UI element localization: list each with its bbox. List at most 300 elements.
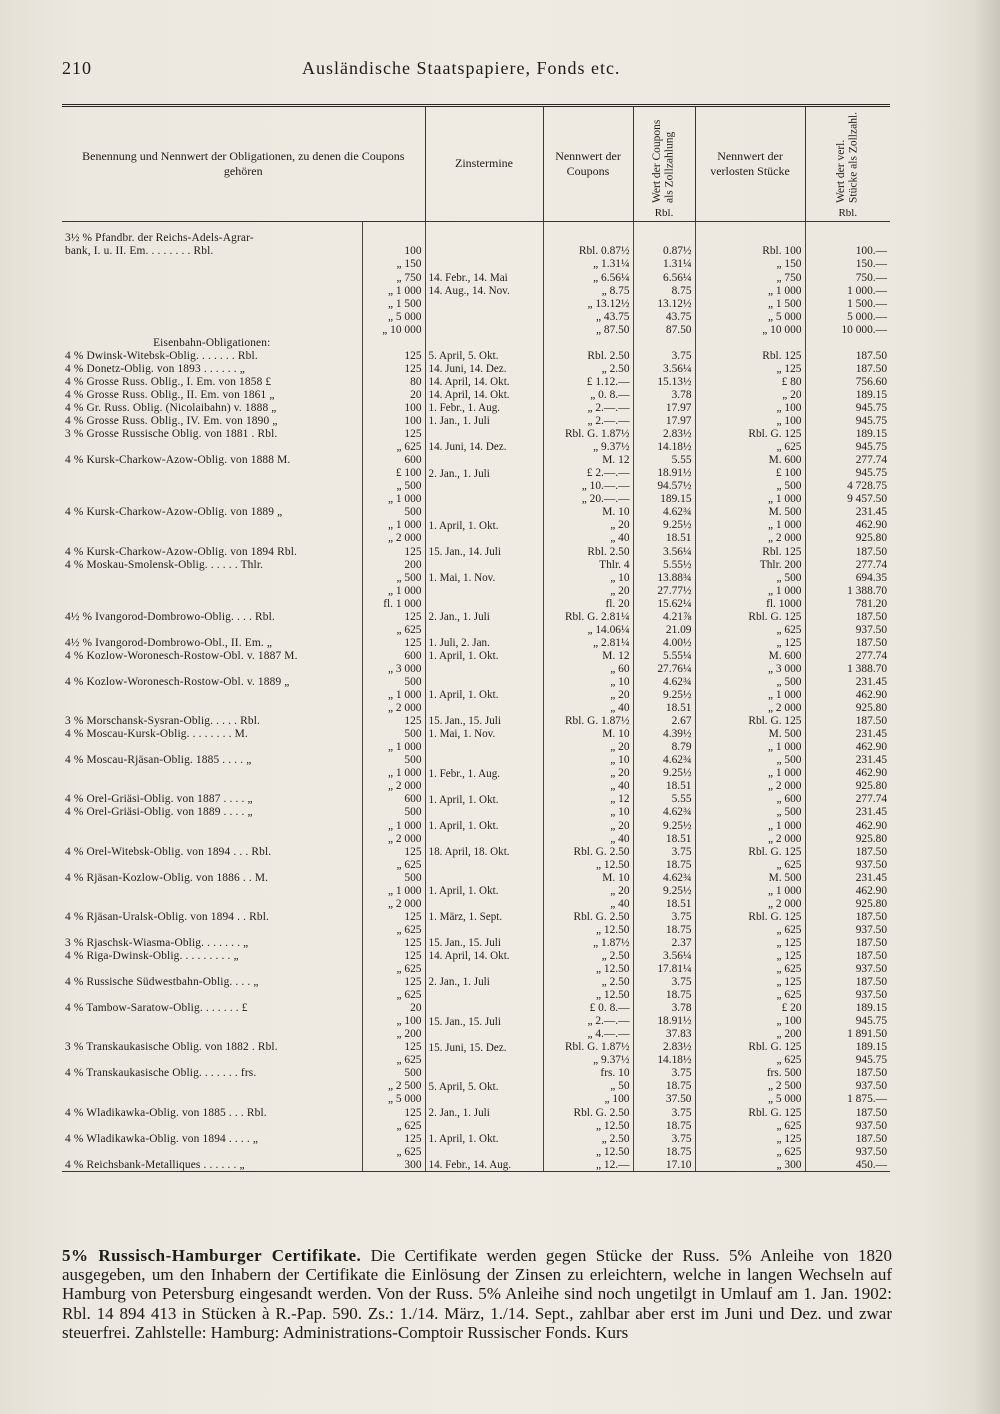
cell-benennung — [62, 441, 362, 454]
cell-stuecke-wert: 462.90 — [805, 688, 890, 701]
cell-coupon-nennwert: „ 12 — [543, 793, 633, 806]
cell-benennung: 4 % Rjäsan-Kozlow-Oblig. von 1886 . . M. — [65, 871, 269, 884]
cell-coupon-nennwert: „ 9.37½ — [543, 441, 633, 454]
cell-stuecke-nennwert: „ 625 — [695, 441, 805, 454]
cell-stuecke-nennwert: „ 2 000 — [695, 832, 805, 845]
cell-stuecke-nennwert: „ 625 — [695, 858, 805, 871]
header-zinstermine — [425, 106, 543, 222]
table-row — [62, 558, 890, 571]
cell-coupon-nennwert: „ 1.87½ — [543, 936, 633, 949]
cell-stuecke-nennwert: „ 10 000 — [695, 323, 805, 336]
cell-stuecke-nennwert: „ 625 — [695, 1145, 805, 1158]
table-row — [62, 506, 890, 519]
cell-stuecke-nennwert: „ 2 000 — [695, 701, 805, 714]
cell-benennung: 3 % Morschansk-Sysran-Oblig. . . . . Rbl. — [65, 715, 261, 728]
table-row — [62, 388, 890, 401]
cell-stuecke-wert: 937.50 — [805, 962, 890, 975]
cell-zinstermine: 14. April, 14. Okt. — [425, 949, 543, 962]
cell-stuecke-wert: 462.90 — [805, 741, 890, 754]
cell-zinstermine: 14. Juni, 14. Dez. — [425, 362, 543, 375]
cell-coupon-wert: 17.97 — [633, 401, 695, 414]
cell-nennwert: „ 500 — [362, 480, 425, 493]
cell-stuecke-nennwert: £ 80 — [695, 375, 805, 388]
cell-benennung: 4 % Dwinsk-Witebsk-Oblig. . . . . . . Rbl. — [65, 349, 258, 362]
table-row — [62, 675, 890, 688]
cell-benennung — [62, 467, 362, 480]
cell-stuecke-nennwert: „ 625 — [695, 1119, 805, 1132]
cell-benennung: Eisenbahn-Obligationen: — [153, 336, 271, 349]
cell-stuecke-wert: 187.50 — [805, 1067, 890, 1080]
cell-nennwert: „ 625 — [362, 1145, 425, 1158]
cell-benennung — [62, 519, 362, 532]
cell-zinstermine: 1. Jan., 1. Juli — [425, 414, 543, 427]
cell-coupon-nennwert: „ 20 — [543, 584, 633, 597]
table-row — [62, 467, 890, 480]
cell-stuecke-wert: 5 000.— — [805, 310, 890, 323]
header-wert-coupons — [633, 106, 695, 222]
cell-benennung: 3 % Rjaschsk-Wiasma-Oblig. . . . . . . „ — [65, 936, 249, 949]
cell-benennung — [62, 284, 362, 297]
cell-nennwert: fl. 1 000 — [362, 597, 425, 610]
cell-coupon-wert: 5.55 — [633, 454, 695, 467]
cell-stuecke-nennwert: „ 625 — [695, 623, 805, 636]
table-row — [62, 688, 890, 701]
cell-coupon-wert: 3.75 — [633, 975, 695, 988]
cell-stuecke-wert: 231.45 — [805, 506, 890, 519]
table-row — [62, 910, 890, 923]
cell-zinstermine: 15. Juni, 15. Dez. — [425, 1041, 543, 1054]
cell-stuecke-wert: 462.90 — [805, 884, 890, 897]
cell-coupon-wert: 4.62¾ — [633, 675, 695, 688]
cell-stuecke-nennwert: „ 125 — [695, 936, 805, 949]
cell-coupon-wert: 9.25½ — [633, 819, 695, 832]
cell-stuecke-wert: 231.45 — [805, 675, 890, 688]
cell-nennwert: „ 625 — [362, 441, 425, 454]
cell-nennwert: 600 — [362, 793, 425, 806]
cell-coupon-wert: 21.09 — [633, 623, 695, 636]
cell-coupon-wert: 18.75 — [633, 923, 695, 936]
cell-zinstermine — [425, 832, 543, 845]
cell-coupon-wert: 2.37 — [633, 936, 695, 949]
cell-stuecke-wert: 925.80 — [805, 897, 890, 910]
cell-zinstermine — [425, 923, 543, 936]
cell-zinstermine: 14. April, 14. Okt. — [425, 375, 543, 388]
cell-stuecke-wert: 187.50 — [805, 349, 890, 362]
cell-zinstermine — [425, 558, 543, 571]
cell-stuecke-wert: 187.50 — [805, 1132, 890, 1145]
cell-coupon-nennwert: „ 1.31¼ — [543, 258, 633, 271]
cell-benennung — [62, 819, 362, 832]
cell-coupon-wert: 9.25½ — [633, 884, 695, 897]
cell-coupon-nennwert: „ 12.50 — [543, 1145, 633, 1158]
cell-stuecke-wert: 187.50 — [805, 714, 890, 727]
cell-coupon-wert: 27.76¼ — [633, 662, 695, 675]
cell-coupon-nennwert: „ 20 — [543, 884, 633, 897]
table-row — [62, 297, 890, 310]
cell-nennwert: 500 — [362, 728, 425, 741]
table-row — [62, 258, 890, 271]
table-row — [62, 1054, 890, 1067]
cell-coupon-wert: 18.51 — [633, 897, 695, 910]
cell-stuecke-nennwert: „ 625 — [695, 988, 805, 1001]
cell-stuecke-nennwert: „ 1 000 — [695, 493, 805, 506]
cell-stuecke-wert: 945.75 — [805, 1054, 890, 1067]
cell-coupon-nennwert: Rbl. G. 1.87½ — [543, 427, 633, 440]
cell-zinstermine: 1. April, 1. Okt. — [425, 519, 543, 532]
cell-coupon-wert: 9.25½ — [633, 519, 695, 532]
cell-stuecke-wert: 1 500.— — [805, 297, 890, 310]
cell-zinstermine — [425, 675, 543, 688]
cell-coupon-wert: 4.39½ — [633, 728, 695, 741]
cell-stuecke-nennwert: „ 2 500 — [695, 1080, 805, 1093]
cell-stuecke-wert: 937.50 — [805, 988, 890, 1001]
cell-stuecke-nennwert: frs. 500 — [695, 1067, 805, 1080]
cell-coupon-nennwert: „ 40 — [543, 780, 633, 793]
cell-coupon-wert — [633, 336, 695, 349]
table-row — [62, 1145, 890, 1158]
cell-stuecke-nennwert: „ 5 000 — [695, 310, 805, 323]
cell-coupon-wert: 0.87½ — [633, 245, 695, 258]
cell-benennung — [62, 323, 362, 336]
cell-stuecke-nennwert: „ 100 — [695, 401, 805, 414]
cell-coupon-nennwert: „ 2.50 — [543, 975, 633, 988]
cell-zinstermine — [425, 1119, 543, 1132]
cell-stuecke-nennwert: „ 20 — [695, 388, 805, 401]
cell-coupon-wert: 3.75 — [633, 910, 695, 923]
cell-benennung — [62, 258, 362, 271]
cell-coupon-nennwert: „ 40 — [543, 832, 633, 845]
cell-nennwert: „ 1 000 — [362, 284, 425, 297]
cell-coupon-wert: 3.56¼ — [633, 362, 695, 375]
cell-coupon-wert: 18.51 — [633, 780, 695, 793]
cell-coupon-nennwert: „ 40 — [543, 897, 633, 910]
cell-benennung — [62, 767, 362, 780]
cell-benennung — [62, 480, 362, 493]
cell-coupon-nennwert — [543, 336, 633, 349]
cell-stuecke-nennwert: „ 1 000 — [695, 819, 805, 832]
cell-stuecke-wert: 1 891.50 — [805, 1028, 890, 1041]
cell-nennwert: „ 1 000 — [362, 819, 425, 832]
cell-zinstermine — [425, 1028, 543, 1041]
cell-nennwert: „ 5 000 — [362, 310, 425, 323]
coupon-table — [62, 104, 890, 1172]
cell-coupon-nennwert: „ 60 — [543, 662, 633, 675]
cell-nennwert: „ 2 000 — [362, 897, 425, 910]
cell-stuecke-wert: 187.50 — [805, 845, 890, 858]
running-title: Ausländische Staatspapiere, Fonds etc. — [302, 58, 621, 78]
table-row — [62, 414, 890, 427]
table-row — [62, 858, 890, 871]
cell-coupon-nennwert: „ 0. 8.— — [543, 388, 633, 401]
cell-nennwert: 125 — [362, 845, 425, 858]
table-row — [62, 1028, 890, 1041]
cell-benennung: 4 % Donetz-Oblig. von 1893 . . . . . . „ — [65, 362, 245, 375]
cell-coupon-wert: 18.75 — [633, 858, 695, 871]
table-row — [62, 988, 890, 1001]
header-wert-stuecke-label: Wert der verl. Stücke als Zollzahl. — [835, 111, 860, 203]
cell-stuecke-wert: 937.50 — [805, 1080, 890, 1093]
table-row — [62, 1119, 890, 1132]
cell-zinstermine: 1. Mai, 1. Nov. — [425, 571, 543, 584]
cell-stuecke-wert: 945.75 — [805, 441, 890, 454]
cell-stuecke-nennwert: „ 1 000 — [695, 519, 805, 532]
cell-zinstermine: 14. Juni, 14. Dez. — [425, 441, 543, 454]
cell-stuecke-wert: 937.50 — [805, 1145, 890, 1158]
cell-stuecke-nennwert: Rbl. 125 — [695, 545, 805, 558]
table-row — [62, 349, 890, 362]
cell-stuecke-wert: 1 000.— — [805, 284, 890, 297]
cell-coupon-wert: 8.75 — [633, 284, 695, 297]
cell-zinstermine: 15. Jan., 15. Juli — [425, 1015, 543, 1028]
cell-benennung: 4 % Orel-Griäsi-Oblig. von 1889 . . . . „ — [65, 806, 253, 819]
cell-coupon-wert: 4.62¾ — [633, 754, 695, 767]
cell-coupon-wert: 37.83 — [633, 1028, 695, 1041]
cell-zinstermine: 5. April, 5. Okt. — [425, 1080, 543, 1093]
cell-nennwert: „ 1 000 — [362, 767, 425, 780]
cell-stuecke-wert: 189.15 — [805, 1041, 890, 1054]
cell-benennung — [62, 623, 362, 636]
cell-benennung: 4 % Grosse Russ. Oblig., I. Em. von 1858 £ — [65, 375, 272, 388]
cell-zinstermine: 2. Jan., 1. Juli — [425, 975, 543, 988]
cell-nennwert: 125 — [362, 1106, 425, 1119]
cell-benennung — [62, 532, 362, 545]
cell-coupon-nennwert: „ 6.56¼ — [543, 271, 633, 284]
table-header-row — [62, 106, 890, 222]
cell-nennwert: 20 — [362, 388, 425, 401]
cell-coupon-nennwert: Rbl. G. 2.81¼ — [543, 610, 633, 623]
cell-stuecke-wert: 187.50 — [805, 1106, 890, 1119]
cell-stuecke-nennwert: „ 125 — [695, 636, 805, 649]
cell-stuecke-nennwert: „ 625 — [695, 923, 805, 936]
cell-stuecke-wert: 187.50 — [805, 610, 890, 623]
table-row — [62, 441, 890, 454]
cell-coupon-wert: 18.91½ — [633, 467, 695, 480]
cell-coupon-wert: 2.83½ — [633, 1041, 695, 1054]
cell-coupon-wert: 4.00½ — [633, 636, 695, 649]
cell-coupon-wert: 4.62¾ — [633, 871, 695, 884]
cell-nennwert: £ 100 — [362, 467, 425, 480]
cell-stuecke-nennwert: „ 500 — [695, 571, 805, 584]
cell-stuecke-wert: 187.50 — [805, 545, 890, 558]
table-row — [62, 545, 890, 558]
cell-benennung: 4 % Moscau-Rjäsan-Oblig. 1885 . . . . „ — [65, 754, 252, 767]
header-name — [62, 106, 425, 222]
cell-coupon-nennwert: M. 10 — [543, 506, 633, 519]
table-row — [62, 323, 890, 336]
cell-zinstermine — [425, 806, 543, 819]
cell-nennwert: „ 2 000 — [362, 832, 425, 845]
cell-stuecke-wert: 189.15 — [805, 1002, 890, 1015]
cell-stuecke-nennwert: Rbl. G. 125 — [695, 714, 805, 727]
cell-nennwert — [362, 336, 425, 349]
cell-benennung — [62, 1145, 362, 1158]
cell-zinstermine — [425, 506, 543, 519]
header-nennwert-coupons-label: Nennwert der Coupons — [555, 148, 621, 178]
cell-coupon-wert: 18.75 — [633, 1119, 695, 1132]
cell-stuecke-nennwert: „ 3 000 — [695, 662, 805, 675]
cell-benennung: bank, I. u. II. Em. . . . . . . . Rbl. — [65, 245, 214, 258]
cell-nennwert: 125 — [362, 610, 425, 623]
table-row — [62, 767, 890, 780]
cell-coupon-wert: 1.31¼ — [633, 258, 695, 271]
cell-stuecke-wert: 187.50 — [805, 949, 890, 962]
cell-nennwert: 500 — [362, 1067, 425, 1080]
page-edge-shadow — [974, 0, 1000, 1414]
cell-stuecke-nennwert: Rbl. G. 125 — [695, 910, 805, 923]
cell-benennung: 4 % Grosse Russ. Oblig., II. Em. von 1861 „ — [65, 388, 275, 401]
cell-coupon-wert: 3.56¼ — [633, 949, 695, 962]
cell-stuecke-wert: 937.50 — [805, 623, 890, 636]
cell-coupon-wert: 3.75 — [633, 1067, 695, 1080]
cell-benennung — [62, 493, 362, 506]
cell-coupon-nennwert: „ 50 — [543, 1080, 633, 1093]
table-row — [62, 532, 890, 545]
cell-benennung: 4 % Russische Südwestbahn-Oblig. . . . „ — [65, 976, 259, 989]
table-row — [62, 1106, 890, 1119]
cell-stuecke-nennwert — [695, 336, 805, 349]
cell-coupon-nennwert: „ 43.75 — [543, 310, 633, 323]
cell-coupon-nennwert: £ 1.12.— — [543, 375, 633, 388]
cell-coupon-wert: 2.67 — [633, 714, 695, 727]
cell-coupon-nennwert: M. 12 — [543, 649, 633, 662]
cell-coupon-wert: 5.55½ — [633, 558, 695, 571]
table-row — [62, 271, 890, 284]
cell-coupon-nennwert: „ 40 — [543, 701, 633, 714]
table-row — [62, 1132, 890, 1145]
cell-benennung: 4 % Moskau-Smolensk-Oblig. . . . . . Thlr. — [65, 558, 264, 571]
cell-coupon-nennwert: „ 10 — [543, 754, 633, 767]
cell-benennung — [62, 858, 362, 871]
cell-zinstermine: 1. April, 1. Okt. — [425, 649, 543, 662]
cell-benennung: 4 % Tambow-Saratow-Oblig. . . . . . . £ — [65, 1002, 248, 1015]
cell-coupon-wert: 13.88¾ — [633, 571, 695, 584]
cell-nennwert: 125 — [362, 936, 425, 949]
table-row — [62, 806, 890, 819]
cell-zinstermine — [425, 1067, 543, 1080]
cell-nennwert: 200 — [362, 558, 425, 571]
cell-coupon-wert: 18.75 — [633, 988, 695, 1001]
cell-nennwert: 125 — [362, 362, 425, 375]
cell-coupon-nennwert: M. 10 — [543, 871, 633, 884]
cell-stuecke-nennwert: „ 100 — [695, 1015, 805, 1028]
cell-nennwert: 500 — [362, 871, 425, 884]
cell-coupon-nennwert: „ 8.75 — [543, 284, 633, 297]
cell-benennung: 3 % Grosse Russische Oblig. von 1881 . Rbl. — [65, 428, 278, 441]
table-row — [62, 493, 890, 506]
table-row — [62, 975, 890, 988]
cell-coupon-nennwert: „ 12.50 — [543, 988, 633, 1001]
cell-coupon-wert: 43.75 — [633, 310, 695, 323]
table-body — [62, 221, 890, 1171]
cell-stuecke-wert: 450.— — [805, 1158, 890, 1172]
cell-coupon-wert: 14.18½ — [633, 441, 695, 454]
cell-benennung — [62, 962, 362, 975]
cell-nennwert: „ 2 000 — [362, 532, 425, 545]
cell-zinstermine: 14. Febr., 14. Mai — [425, 271, 543, 284]
cell-coupon-nennwert: „ 2.50 — [543, 949, 633, 962]
cell-coupon-nennwert: „ 20.—.— — [543, 493, 633, 506]
cell-coupon-nennwert: „ 10 — [543, 806, 633, 819]
header-wert-stuecke-unit: Rbl. — [838, 207, 858, 219]
cell-zinstermine: 2. Jan., 1. Juli — [425, 610, 543, 623]
cell-coupon-nennwert: „ 9.37½ — [543, 1054, 633, 1067]
cell-coupon-nennwert: „ 12.50 — [543, 962, 633, 975]
cell-coupon-nennwert: „ 2.81¼ — [543, 636, 633, 649]
cell-coupon-nennwert: „ 10 — [543, 571, 633, 584]
cell-stuecke-nennwert: „ 150 — [695, 258, 805, 271]
cell-stuecke-wert: 187.50 — [805, 936, 890, 949]
cell-benennung — [62, 988, 362, 1001]
cell-stuecke-wert: 277.74 — [805, 454, 890, 467]
cell-stuecke-wert: 945.75 — [805, 414, 890, 427]
cell-stuecke-wert — [805, 221, 890, 245]
cell-stuecke-nennwert: Rbl. G. 125 — [695, 1106, 805, 1119]
table-row — [62, 741, 890, 754]
cell-stuecke-wert: 925.80 — [805, 532, 890, 545]
cell-stuecke-wert: 925.80 — [805, 701, 890, 714]
cell-coupon-nennwert: Rbl. G. 2.50 — [543, 910, 633, 923]
header-nennwert-coupons — [543, 106, 633, 222]
table-row — [62, 936, 890, 949]
cell-stuecke-wert: 781.20 — [805, 597, 890, 610]
cell-zinstermine: 2. Jan., 1. Juli — [425, 1106, 543, 1119]
cell-nennwert: 125 — [362, 636, 425, 649]
cell-stuecke-nennwert: M. 600 — [695, 649, 805, 662]
table-row — [62, 1015, 890, 1028]
cell-nennwert: 600 — [362, 454, 425, 467]
cell-coupon-nennwert: M. 12 — [543, 454, 633, 467]
cell-benennung — [62, 923, 362, 936]
table-row — [62, 623, 890, 636]
cell-coupon-nennwert: Rbl. G. 2.50 — [543, 845, 633, 858]
cell-coupon-wert: 15.62¼ — [633, 597, 695, 610]
cell-zinstermine: 14. April, 14. Okt. — [425, 388, 543, 401]
page-header — [62, 58, 892, 82]
cell-coupon-wert: 3.75 — [633, 1132, 695, 1145]
table-row — [62, 610, 890, 623]
header-wert-coupons-unit: Rbl. — [654, 207, 674, 219]
cell-nennwert: „ 625 — [362, 858, 425, 871]
cell-coupon-nennwert: „ 4.—.— — [543, 1028, 633, 1041]
cell-stuecke-wert: 925.80 — [805, 780, 890, 793]
cell-nennwert: 125 — [362, 1132, 425, 1145]
cell-benennung: 4½ % Ivangorod-Dombrowo-Obl., II. Em. „ — [65, 636, 273, 649]
cell-coupon-nennwert: „ 12.50 — [543, 923, 633, 936]
cell-zinstermine: 14. Aug., 14. Nov. — [425, 284, 543, 297]
cell-stuecke-nennwert: „ 1 000 — [695, 741, 805, 754]
cell-coupon-wert: 6.56¼ — [633, 271, 695, 284]
cell-zinstermine: 1. April, 1. Okt. — [425, 688, 543, 701]
footnote-lead: 5% Russisch-Hamburger Certifikate. — [62, 1246, 362, 1265]
cell-coupon-wert: 2.83½ — [633, 427, 695, 440]
cell-benennung — [62, 584, 362, 597]
cell-zinstermine — [425, 1145, 543, 1158]
cell-stuecke-wert: 462.90 — [805, 767, 890, 780]
cell-stuecke-wert: 231.45 — [805, 806, 890, 819]
cell-nennwert: „ 150 — [362, 258, 425, 271]
cell-coupon-wert: 17.10 — [633, 1158, 695, 1172]
table-row — [62, 221, 890, 245]
cell-coupon-wert: 14.18½ — [633, 1054, 695, 1067]
cell-zinstermine — [425, 427, 543, 440]
cell-stuecke-wert: 189.15 — [805, 388, 890, 401]
cell-nennwert: 125 — [362, 545, 425, 558]
cell-nennwert: „ 1 000 — [362, 884, 425, 897]
cell-stuecke-wert: 277.74 — [805, 649, 890, 662]
cell-coupon-nennwert: Rbl. 2.50 — [543, 349, 633, 362]
table-row — [62, 923, 890, 936]
cell-nennwert: „ 1 000 — [362, 688, 425, 701]
